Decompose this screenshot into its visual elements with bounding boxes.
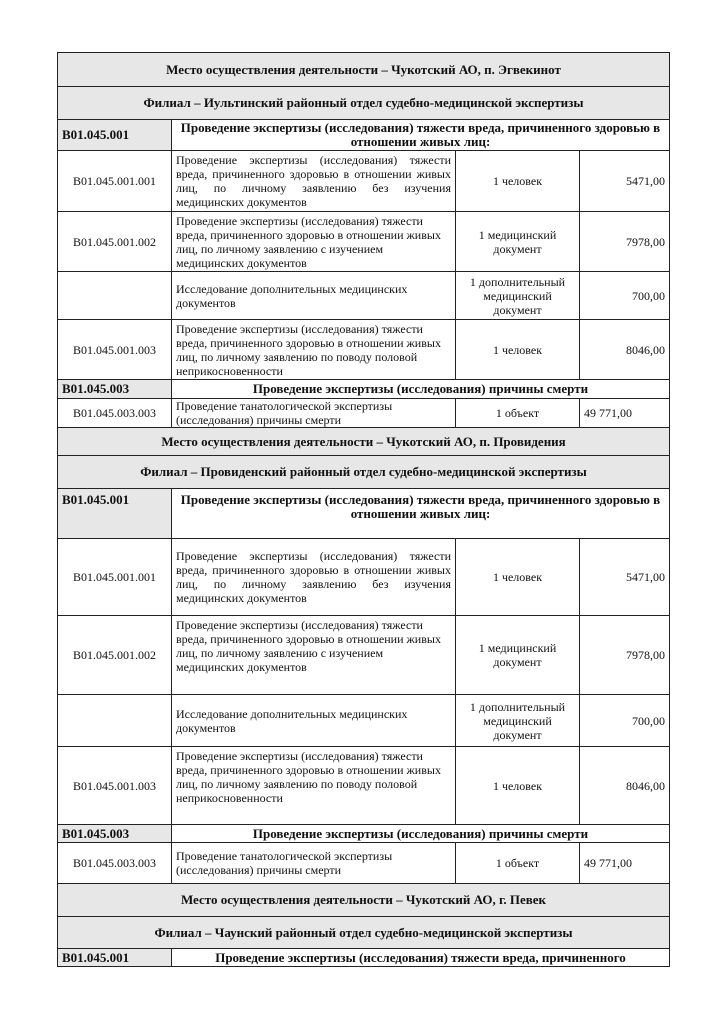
group-title: Проведение экспертизы (исследования) тяжести вреда, причиненного здоровью в отношении живых лиц: [172, 489, 670, 539]
service-code: B01.045.001.001 [58, 539, 172, 616]
group-row [58, 949, 670, 967]
table-row [58, 539, 670, 616]
service-desc: Проведение экспертизы (исследования) тяжести вреда, причиненного здоровью в отношении живых лиц, по личному заявлению по поводу половой неприкосновенности [172, 320, 456, 380]
service-unit: 1 человек [456, 539, 580, 616]
service-unit: 1 объект [456, 843, 580, 884]
location-row [58, 53, 670, 87]
service-unit: 1 дополнительный медицинский документ [456, 695, 580, 747]
branch-header: Филиал – Провиденский районный отдел судебно-медицинской экспертизы [58, 456, 670, 489]
branch-row [58, 456, 670, 489]
service-desc: Проведение экспертизы (исследования) тяжести вреда, причиненного здоровью в отношении живых лиц, по личному заявлению без изучения медицинских документов [172, 151, 456, 212]
service-code: B01.045.001.003 [58, 320, 172, 380]
table-row [58, 616, 670, 695]
table-row [58, 151, 670, 212]
table-row [58, 843, 670, 884]
table-row [58, 212, 670, 272]
service-desc: Проведение экспертизы (исследования) тяжести вреда, причиненного здоровью в отношении живых лиц, по личному заявлению без изучения медицинских документов [172, 539, 456, 616]
service-price: 8046,00 [580, 747, 670, 825]
service-price: 700,00 [580, 695, 670, 747]
group-title: Проведение экспертизы (исследования) тяжести вреда, причиненного здоровью в отношении живых лиц: [172, 120, 670, 151]
service-unit: 1 человек [456, 747, 580, 825]
table-row [58, 747, 670, 825]
group-code: B01.045.003 [58, 825, 172, 843]
group-row [58, 825, 670, 843]
service-code: B01.045.001.003 [58, 747, 172, 825]
table-row [58, 320, 670, 380]
branch-header: Филиал – Иультинский районный отдел судебно-медицинской экспертизы [58, 87, 670, 120]
service-unit: 1 человек [456, 320, 580, 380]
service-code [58, 272, 172, 320]
branch-row [58, 917, 670, 949]
location-header: Место осуществления деятельности – Чукотский АО, п. Провидения [58, 428, 670, 456]
group-title: Проведение экспертизы (исследования) причины смерти [172, 825, 670, 843]
table-row [58, 399, 670, 428]
table-row [58, 695, 670, 747]
service-desc: Проведение экспертизы (исследования) тяжести вреда, причиненного здоровью в отношении живых лиц, по личному заявлению по поводу половой неприкосновенности [172, 747, 456, 825]
service-desc: Исследование дополнительных медицинских документов [172, 272, 456, 320]
service-price: 5471,00 [580, 539, 670, 616]
location-row [58, 884, 670, 917]
group-title: Проведение экспертизы (исследования) причины смерти [172, 380, 670, 399]
service-code: B01.045.003.003 [58, 843, 172, 884]
service-unit: 1 человек [456, 151, 580, 212]
service-price: 700,00 [580, 272, 670, 320]
table-row [58, 272, 670, 320]
service-unit: 1 дополнительный медицинский документ [456, 272, 580, 320]
service-desc: Проведение танатологической экспертизы (исследования) причины смерти [172, 843, 456, 884]
service-price: 7978,00 [580, 616, 670, 695]
service-code: B01.045.001.002 [58, 616, 172, 695]
branch-row [58, 87, 670, 120]
service-desc: Проведение экспертизы (исследования) тяжести вреда, причиненного здоровью в отношении живых лиц, по личному заявлению с изучением медицинских документов [172, 212, 456, 272]
location-header: Место осуществления деятельности – Чукотский АО, п. Эгвекинот [58, 53, 670, 87]
service-price: 49 771,00 [580, 843, 670, 884]
service-price: 7978,00 [580, 212, 670, 272]
location-row [58, 428, 670, 456]
group-row [58, 489, 670, 539]
service-desc: Исследование дополнительных медицинских документов [172, 695, 456, 747]
price-table [57, 52, 670, 967]
service-desc: Проведение экспертизы (исследования) тяжести вреда, причиненного здоровью в отношении живых лиц, по личному заявлению с изучением медицинских документов [172, 616, 456, 695]
service-price: 8046,00 [580, 320, 670, 380]
group-code: B01.045.001 [58, 489, 172, 539]
group-row [58, 380, 670, 399]
location-header: Место осуществления деятельности – Чукотский АО, г. Певек [58, 884, 670, 917]
service-unit: 1 медицинский документ [456, 616, 580, 695]
price-list-sheet [57, 52, 669, 967]
service-price: 49 771,00 [580, 399, 670, 428]
service-desc: Проведение танатологической экспертизы (исследования) причины смерти [172, 399, 456, 428]
group-code: B01.045.003 [58, 380, 172, 399]
service-code: B01.045.001.001 [58, 151, 172, 212]
service-code: B01.045.003.003 [58, 399, 172, 428]
group-title: Проведение экспертизы (исследования) тяжести вреда, причиненного [172, 949, 670, 967]
service-price: 5471,00 [580, 151, 670, 212]
service-code: B01.045.001.002 [58, 212, 172, 272]
group-code: B01.045.001 [58, 120, 172, 151]
group-code: B01.045.001 [58, 949, 172, 967]
branch-header: Филиал – Чаунский районный отдел судебно-медицинской экспертизы [58, 917, 670, 949]
group-row [58, 120, 670, 151]
service-unit: 1 объект [456, 399, 580, 428]
service-code [58, 695, 172, 747]
service-unit: 1 медицинский документ [456, 212, 580, 272]
